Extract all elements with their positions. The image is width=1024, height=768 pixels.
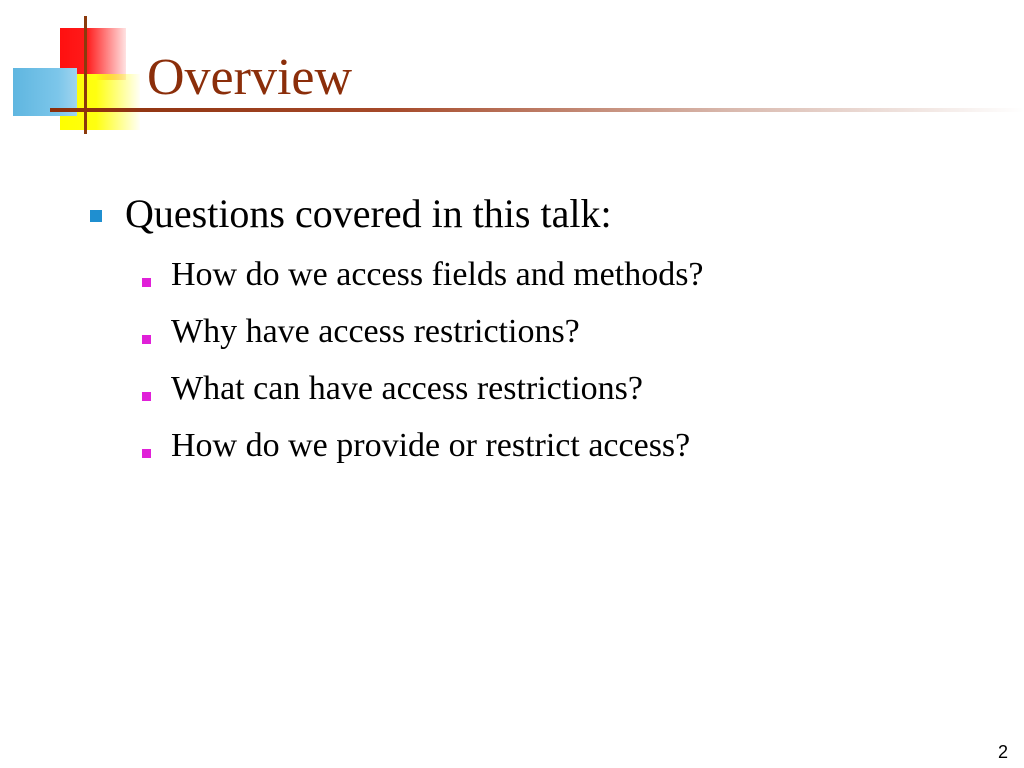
sub-bullet-text: Why have access restrictions? [171, 313, 580, 350]
sub-bullet [0, 313, 1024, 353]
sub-bullet-text: What can have access restrictions? [171, 370, 643, 407]
sub-bullet [0, 427, 1024, 467]
bullet-square-icon [90, 210, 102, 222]
decorative-logo [0, 0, 160, 140]
sub-bullet-square-icon [142, 335, 151, 344]
sub-bullet-square-icon [142, 449, 151, 458]
sub-bullet-square-icon [142, 278, 151, 287]
bullet-text: Questions covered in this talk: [125, 191, 612, 236]
sub-bullet-square-icon [142, 392, 151, 401]
sub-bullet-text: How do we access fields and methods? [171, 256, 704, 293]
title-underline [50, 108, 1024, 112]
sub-bullet [0, 256, 1024, 296]
sub-bullet-text: How do we provide or restrict access? [171, 427, 691, 464]
vertical-rule-decoration [84, 16, 87, 134]
page-number: 2 [998, 742, 1009, 762]
slide-title: Overview [147, 49, 353, 106]
sub-bullet [0, 370, 1024, 410]
